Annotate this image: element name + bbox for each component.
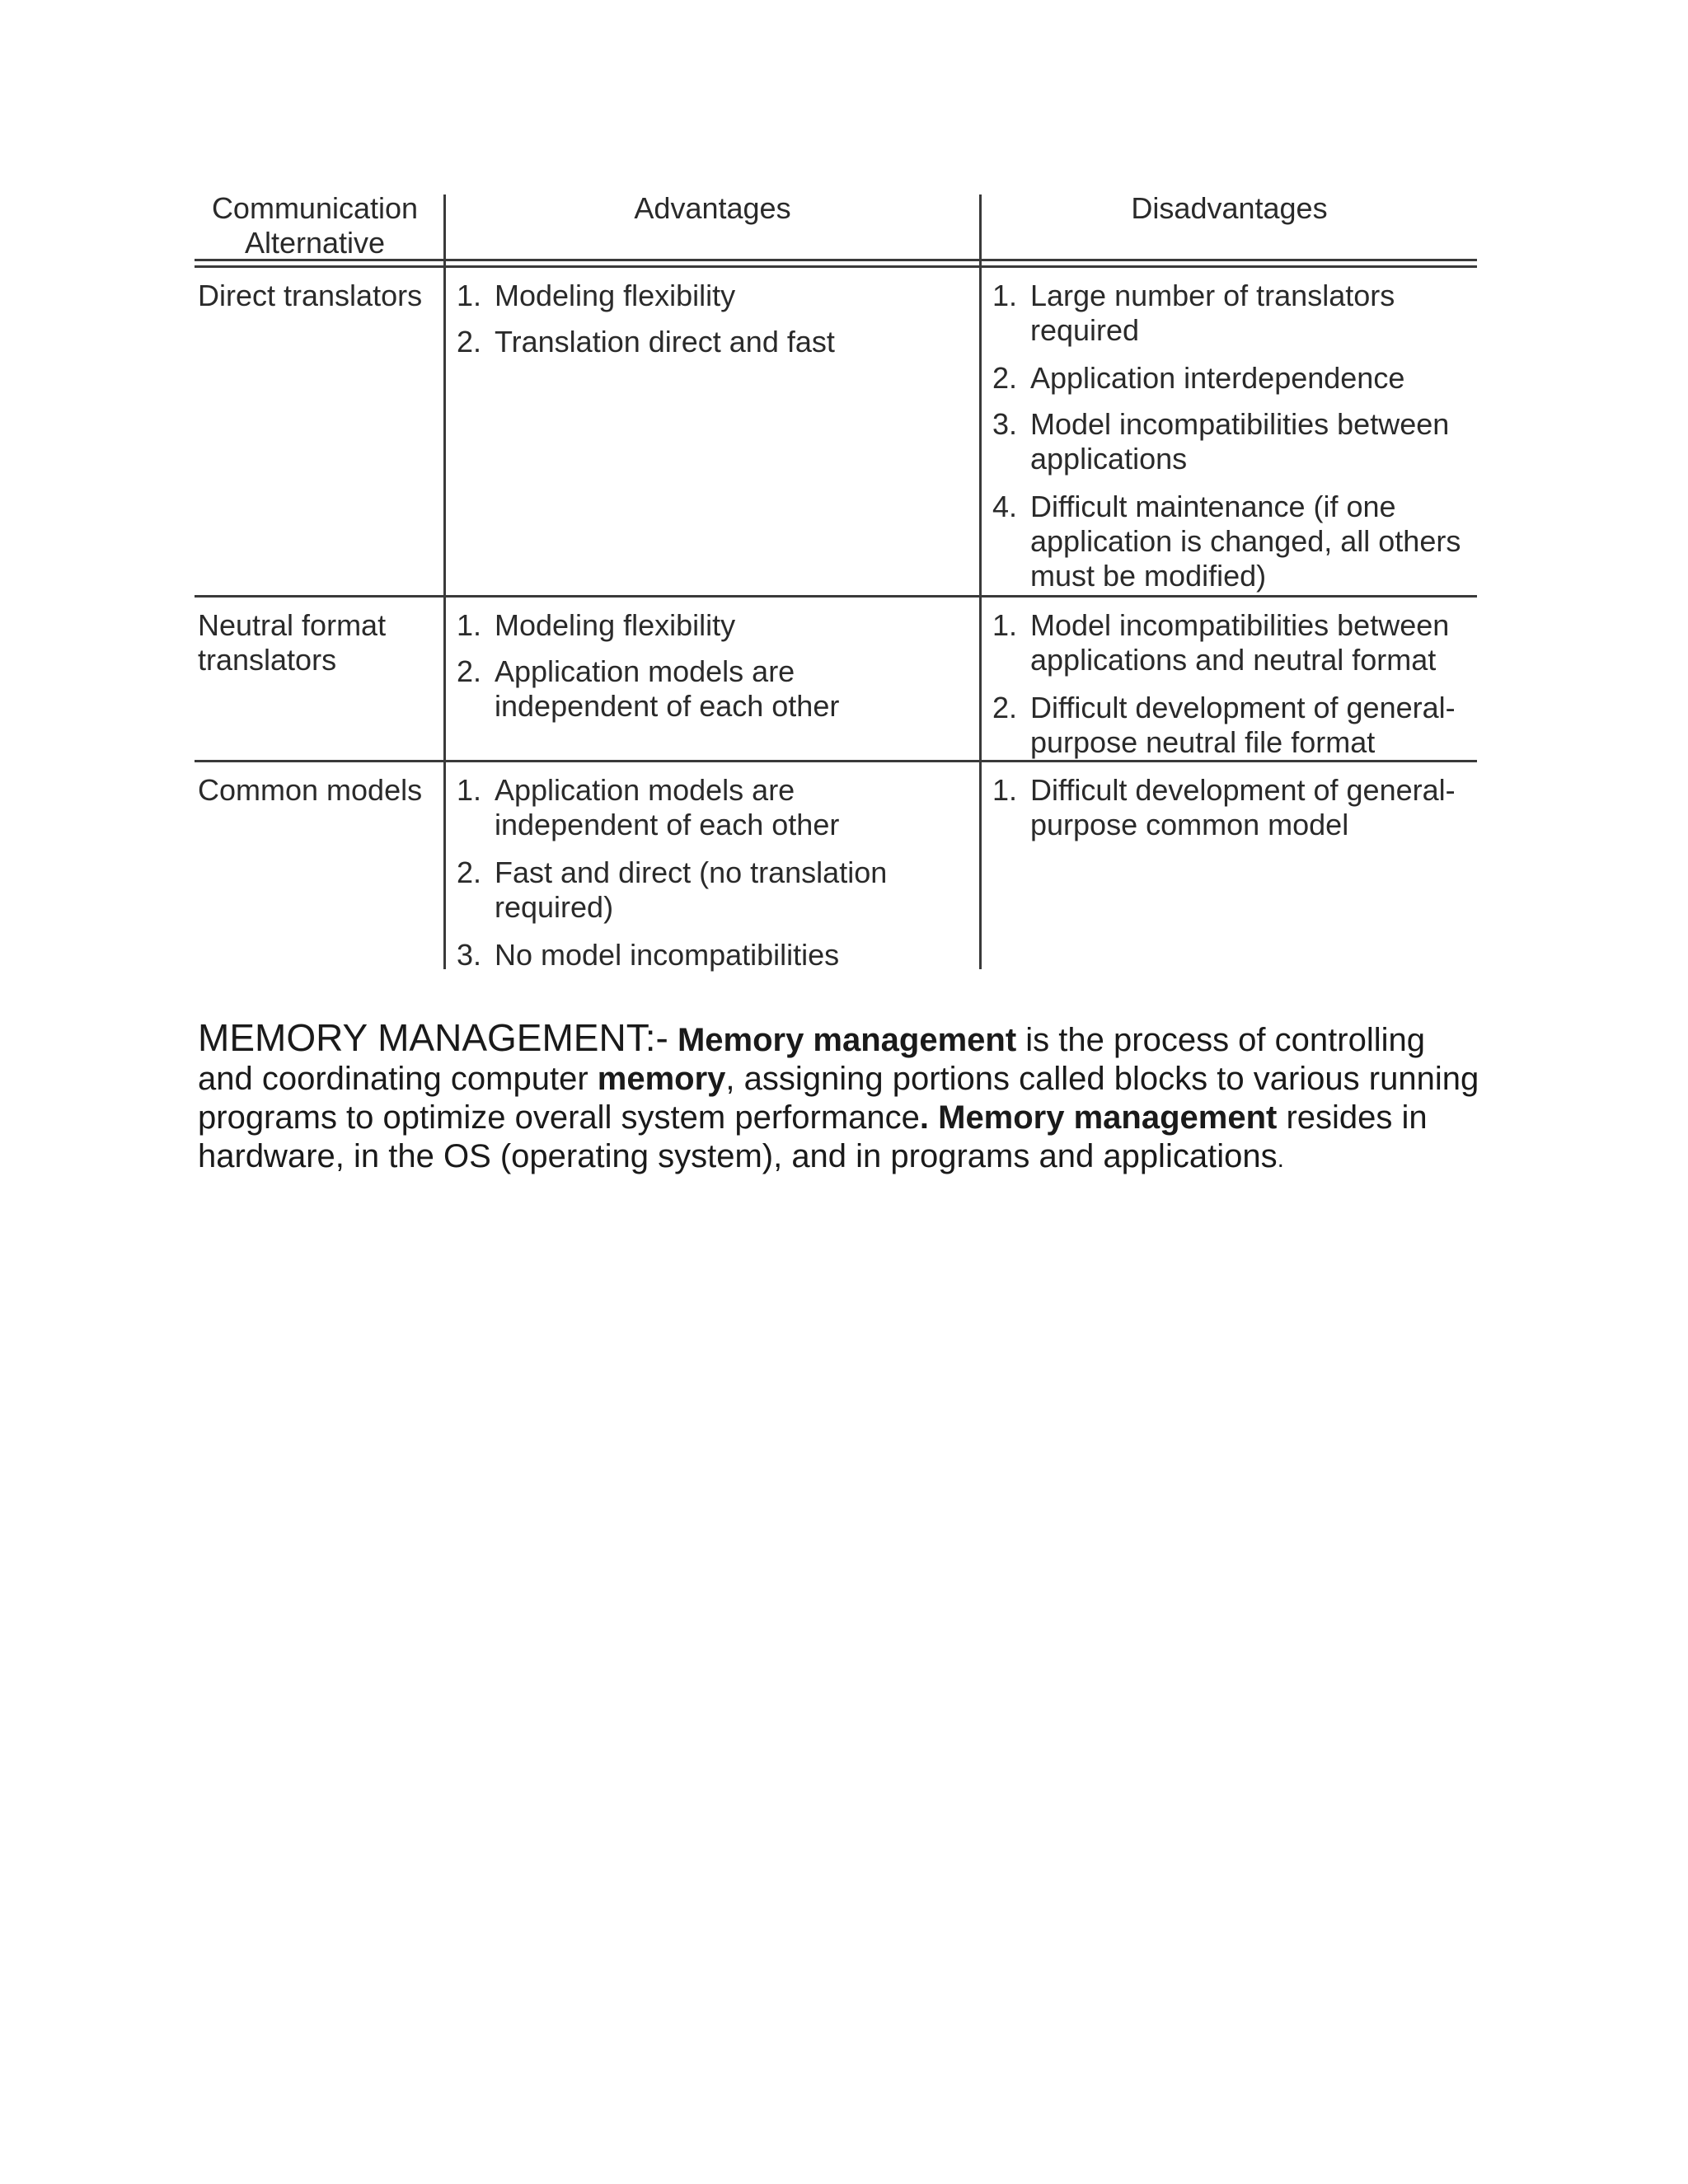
item-text-cont: independent of each other xyxy=(495,689,840,723)
paragraph-line-4 xyxy=(198,1137,1484,1179)
row3-disadvantage-1 xyxy=(992,773,1456,842)
row1-disadvantage-1 xyxy=(992,279,1395,348)
row1-disadvantage-3 xyxy=(992,407,1449,476)
item-text: Model incompatibilities between xyxy=(1030,407,1450,441)
paragraph-line-1 xyxy=(198,1016,1484,1060)
item-number: 2. xyxy=(992,361,1018,395)
bold-term: . Memory management xyxy=(919,1099,1278,1136)
row3-alternative: Common models xyxy=(198,773,423,807)
paragraph-text: programs to optimize overall system performance xyxy=(198,1099,920,1136)
paragraph-text: and coordinating computer xyxy=(198,1061,598,1097)
item-text: Modeling flexibility xyxy=(495,279,736,312)
item-text: Model incompatibilities between xyxy=(1030,608,1450,642)
row-rule-2 xyxy=(195,760,1477,762)
item-text-cont: must be modified) xyxy=(1030,559,1267,593)
row2-alternative-line1: Neutral format xyxy=(198,608,387,642)
row3-advantage-2 xyxy=(457,855,887,925)
item-text-cont: applications xyxy=(1030,442,1188,476)
item-text: Difficult development of general- xyxy=(1030,773,1456,807)
item-text-cont: independent of each other xyxy=(495,808,840,841)
row1-advantage-2 xyxy=(457,325,835,359)
row-rule-1 xyxy=(195,595,1477,598)
item-number: 2. xyxy=(992,691,1018,724)
header-col1-line2: Alternative xyxy=(244,226,386,260)
row2-alternative xyxy=(198,608,386,677)
row2-advantage-2 xyxy=(457,654,839,724)
item-number: 2. xyxy=(457,855,482,889)
row1-alternative: Direct translators xyxy=(198,279,423,312)
bold-term: memory xyxy=(597,1061,726,1097)
header-rule-bottom xyxy=(195,265,1477,268)
item-number: 1. xyxy=(992,773,1018,807)
item-text: Translation direct and fast xyxy=(495,325,835,359)
paragraph-text: resides in xyxy=(1277,1099,1428,1136)
item-text-cont: required) xyxy=(495,890,614,924)
item-text-cont: purpose neutral file format xyxy=(1030,725,1376,759)
item-number: 2. xyxy=(457,325,482,359)
item-number: 1. xyxy=(457,773,482,807)
item-text: Modeling flexibility xyxy=(495,608,736,642)
header-disadvantages: Disadvantages xyxy=(1131,191,1328,225)
item-text: Difficult development of general- xyxy=(1030,691,1456,724)
row3-advantage-3 xyxy=(457,938,839,972)
item-text: Application models are xyxy=(495,654,795,688)
paragraph-text: is the process of controlling xyxy=(1016,1022,1425,1058)
paragraph-period: . xyxy=(1277,1146,1284,1173)
communication-alternatives-table xyxy=(195,191,1477,972)
paragraph-text: hardware, in the OS (operating system), and in programs and applications xyxy=(198,1138,1278,1174)
table-divider-col2 xyxy=(979,194,982,969)
section-heading: MEMORY MANAGEMENT:- xyxy=(198,1016,668,1059)
row1-disadvantage-4 xyxy=(992,490,1461,593)
item-text: Application models are xyxy=(495,773,795,807)
row2-alternative-line2: translators xyxy=(198,643,337,677)
item-text: No model incompatibilities xyxy=(495,938,840,972)
item-text-cont: purpose common model xyxy=(1030,808,1349,841)
memory-management-paragraph xyxy=(198,1016,1484,1179)
header-advantages: Advantages xyxy=(634,191,791,225)
row2-disadvantage-1 xyxy=(992,608,1449,677)
item-text: Application interdependence xyxy=(1030,361,1405,395)
header-col1-line1: Communication xyxy=(211,191,419,225)
row1-disadvantage-2 xyxy=(992,361,1404,396)
row2-advantage-1 xyxy=(457,608,735,643)
item-number: 4. xyxy=(992,490,1018,523)
item-number: 3. xyxy=(457,938,482,972)
row2-disadvantage-2 xyxy=(992,691,1456,760)
item-text-cont: required xyxy=(1030,313,1140,347)
header-communication-alternative xyxy=(195,191,435,260)
paragraph-line-3 xyxy=(198,1099,1484,1137)
item-text-cont: application is changed, all others xyxy=(1030,524,1461,558)
row3-advantage-1 xyxy=(457,773,839,842)
row1-advantage-1 xyxy=(457,279,735,313)
item-number: 1. xyxy=(992,279,1018,312)
item-number: 1. xyxy=(457,608,482,642)
bold-term: Memory management xyxy=(677,1022,1017,1058)
item-number: 1. xyxy=(992,608,1018,642)
item-number: 2. xyxy=(457,654,482,688)
item-number: 3. xyxy=(992,407,1018,441)
paragraph-text: , assigning portions called blocks to various running xyxy=(725,1061,1479,1097)
item-text: Fast and direct (no translation xyxy=(495,855,888,889)
item-text: Large number of translators xyxy=(1030,279,1395,312)
item-text-cont: applications and neutral format xyxy=(1030,643,1437,677)
paragraph-line-2 xyxy=(198,1060,1484,1099)
item-number: 1. xyxy=(457,279,482,312)
table-divider-col1 xyxy=(443,194,446,969)
item-text: Difficult maintenance (if one xyxy=(1030,490,1396,523)
